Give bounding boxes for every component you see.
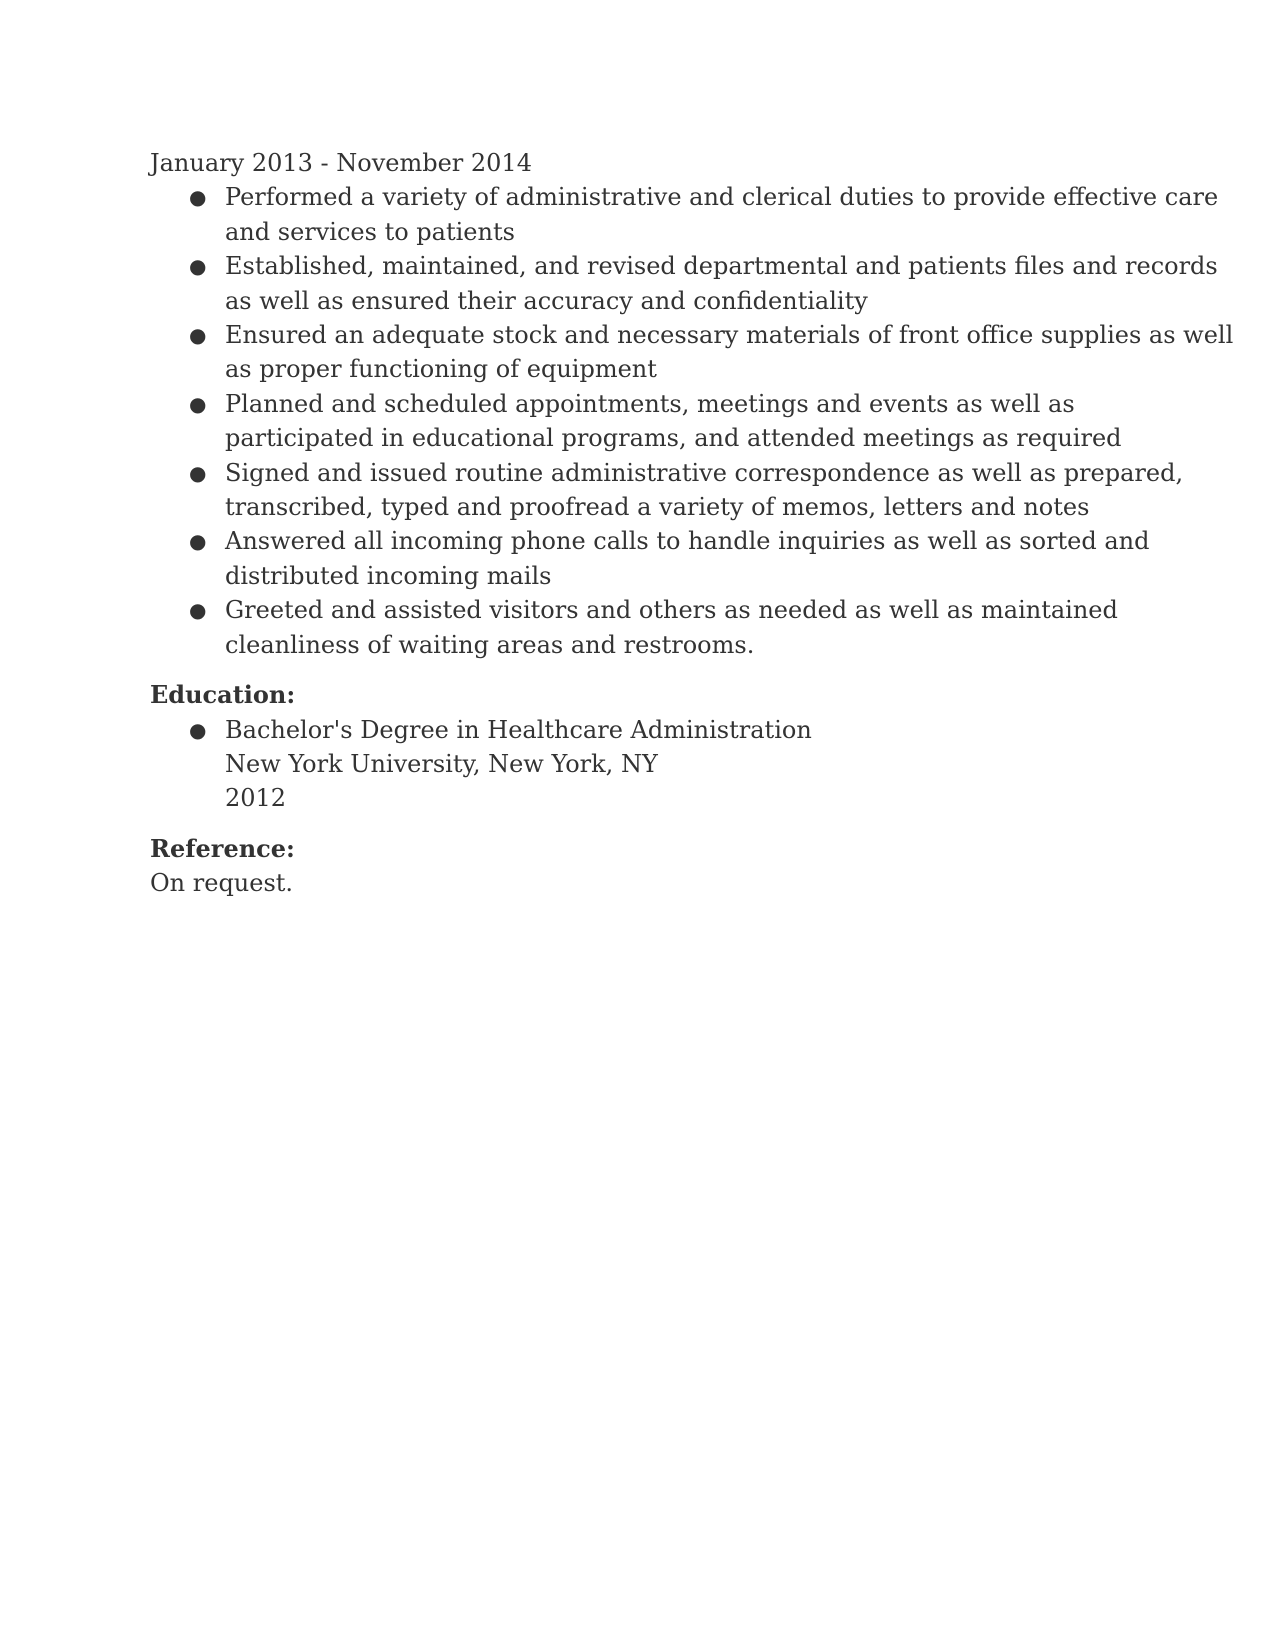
bullet-dot-icon: ● [189, 391, 207, 416]
bullet-text-line: Ensured an adequate stock and necessary materials of front office supplies as well [225, 321, 1234, 350]
education-school: New York University, New York, NY [225, 749, 658, 778]
bullet-text-line: Signed and issued routine administrative correspondence as well as prepared, [225, 458, 1184, 487]
reference-heading: Reference: [150, 833, 295, 863]
education-year: 2012 [225, 784, 287, 813]
experience-bullet-item [150, 456, 1184, 525]
resume-content [150, 146, 1234, 901]
experience-bullet-item [150, 387, 1130, 456]
bullet-dot-icon: ● [189, 460, 207, 485]
bullet-text-line: as proper functioning of equipment [225, 355, 657, 384]
bullet-text-line: distributed incoming mails [225, 561, 552, 590]
education-item [150, 713, 1130, 816]
experience-date-range: January 2013 - November 2014 [150, 149, 532, 177]
bullet-dot-icon: ● [189, 323, 207, 348]
bullet-dot-icon: ● [189, 529, 207, 554]
bullet-text-line: transcribed, typed and proofread a variety of memos, letters and notes [225, 493, 1090, 522]
bullet-text-line: cleanliness of waiting areas and restrooms. [225, 630, 755, 659]
bullet-text-line: Answered all incoming phone calls to handle inquiries as well as sorted and [225, 527, 1150, 556]
reference-text: On request. [150, 869, 294, 898]
experience-bullet-item [150, 318, 1234, 387]
bullet-text-line: Greeted and assisted visitors and others as needed as well as maintained [225, 596, 1118, 625]
education-heading: Education: [150, 680, 296, 710]
bullet-text-line: Established, maintained, and revised departmental and patients files and records [225, 252, 1218, 281]
bullet-dot-icon: ● [189, 598, 207, 623]
bullet-text-line: Planned and scheduled appointments, meetings and events as well as [225, 389, 1075, 418]
experience-bullet-item [150, 180, 1219, 249]
education-degree: Bachelor's Degree in Healthcare Administration [225, 715, 812, 744]
bullet-dot-icon: ● [189, 185, 207, 210]
bullet-text-line: as well as ensured their accuracy and confidentiality [225, 286, 868, 315]
experience-bullet-list [150, 180, 1234, 662]
bullet-dot-icon: ● [189, 717, 207, 742]
bullet-dot-icon: ● [189, 254, 207, 279]
experience-bullet-item [150, 593, 1130, 662]
bullet-text-line: Performed a variety of administrative and clerical duties to provide effective care [225, 183, 1219, 212]
experience-bullet-item [150, 524, 1150, 593]
education-list [150, 713, 1130, 816]
experience-bullet-item [150, 249, 1218, 318]
bullet-text-line: and services to patients [225, 217, 515, 246]
bullet-text-line: participated in educational programs, and attended meetings as required [225, 424, 1122, 453]
